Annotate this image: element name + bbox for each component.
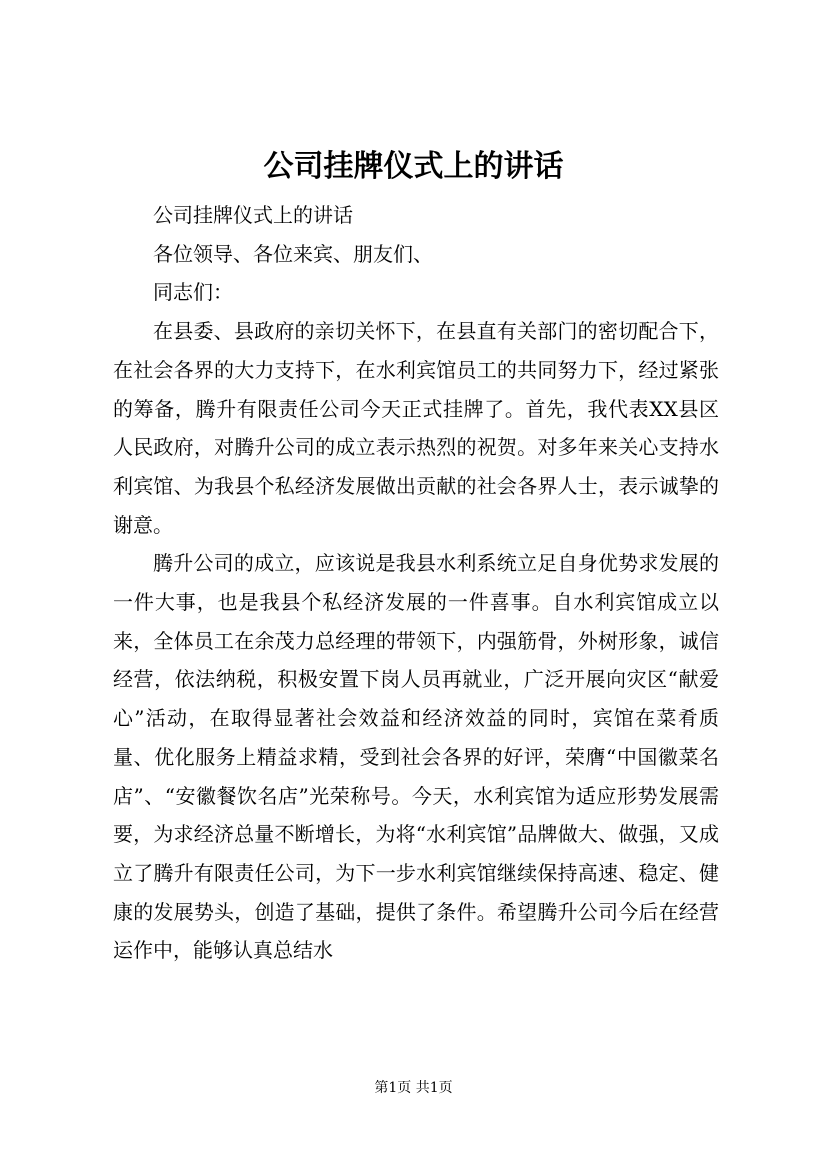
paragraph-subtitle: 公司挂牌仪式上的讲话 (153, 203, 353, 227)
document-title: 公司挂牌仪式上的讲话 (263, 149, 564, 184)
paragraph-salutation: 各位领导、各位来宾、朋友们、 (153, 241, 433, 266)
paragraph-body-2: 腾升公司的成立，应该说是我县水利系统立足自身优势求发展的一件大事，也是我县个私经济发展的一件喜事。自水利宾馆成立以来，全体员工在余茂力总经理的带领下，内强筋骨，外树形象，诚信经营，依法纳税，积极安置下岗人员再就业，广泛开展向灾区“献爱心”活动，在取得显著社会效益和经济效益的同时，宾馆在菜肴质量、优化服务上精益求精，受到社会各界的好评，荣膺“中国徽菜名店”、“安徽餐饮名店”光荣称号。今天，水利宾馆为适应形势发展需要，为求经济总量不断增长，为将“水利宾馆”品牌做大、做强，又成立了腾升有限责任公司，为下一步水利宾馆继续保持高速、稳定、健康的发展势头，创造了基础，提供了条件。希望腾升公司今后在经营运作中，能够认真总结水 (113, 551, 719, 963)
paragraph-salutation-comrades: 同志们： (153, 280, 233, 305)
page-footer: 第1页 共1页 (374, 1080, 453, 1096)
document-body (113, 196, 719, 970)
paragraph-body-1: 在县委、县政府的亲切关怀下，在县直有关部门的密切配合下，在社会各界的大力支持下，在水利宾馆员工的共同努力下，经过紧张的筹备，腾升有限责任公司今天正式挂牌了。首先，我代表XX县区人民政府，对腾升公司的成立表示热烈的祝贺。对多年来关心支持水利宾馆、为我县个私经济发展做出贡献的社会各界人士，表示诚挚的谢意。 (113, 319, 719, 537)
